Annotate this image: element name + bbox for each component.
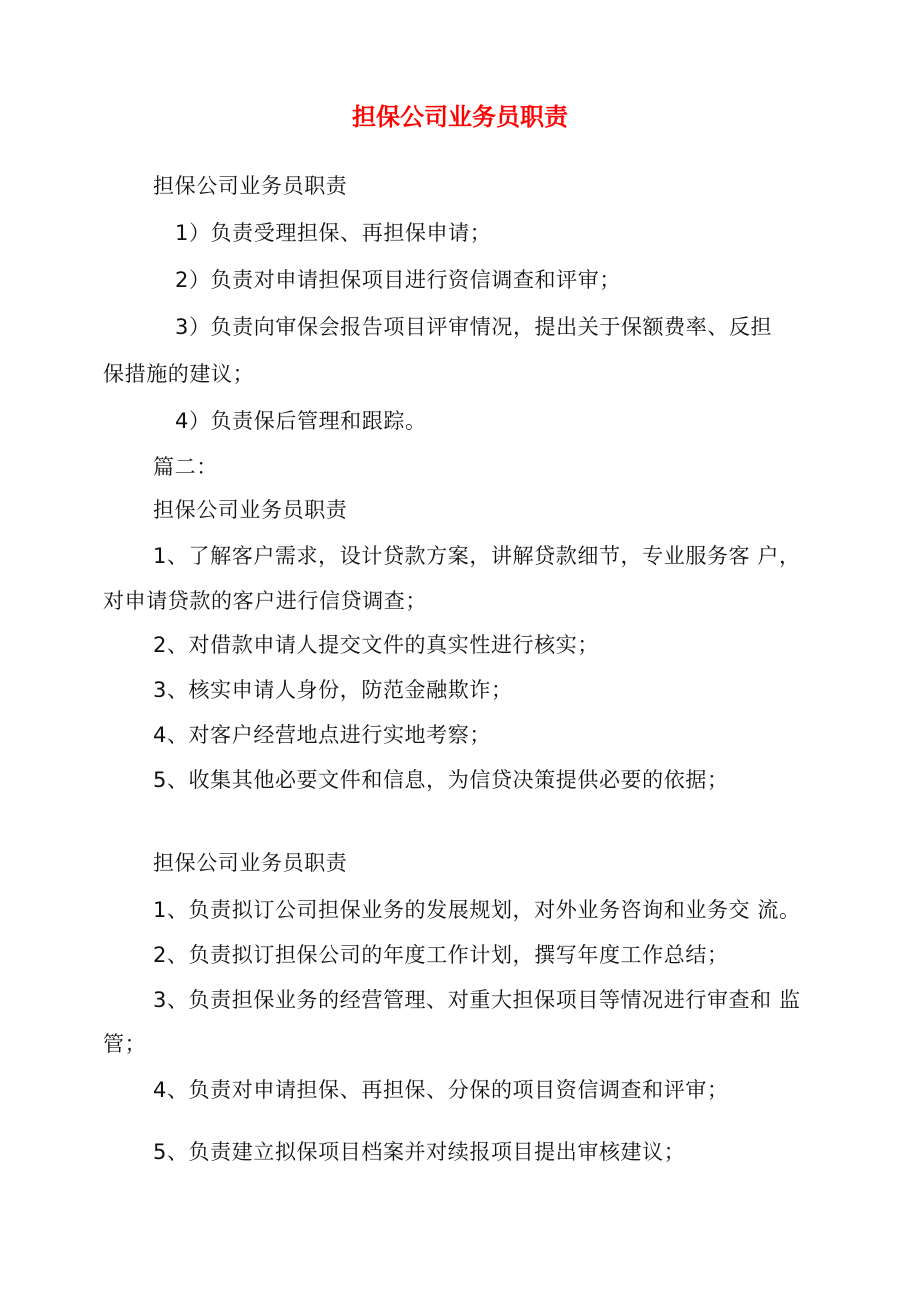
section-heading: 担保公司业务员职责 [153, 851, 348, 875]
list-item: 5、收集其他必要文件和信息，为信贷决策提供必要的依据； [153, 768, 729, 792]
document-title: 担保公司业务员职责 [352, 103, 568, 131]
list-item-continuation: 对申请贷款的客户进行信贷调查； [103, 589, 427, 613]
list-item: 2、负责拟订担保公司的年度工作计划，撰写年度工作总结； [153, 943, 729, 967]
list-item: 3、负责担保业务的经营管理、对重大担保项目等情况进行审查和 监 [153, 988, 801, 1012]
list-item: 3）负责向审保会报告项目评审情况，提出关于保额费率、反担 [175, 315, 773, 339]
list-item: 4、对客户经营地点进行实地考察； [153, 723, 491, 747]
list-item: 5、负责建立拟保项目档案并对续报项目提出审核建议； [153, 1140, 686, 1164]
list-item: 4、负责对申请担保、再担保、分保的项目资信调查和评审； [153, 1078, 729, 1102]
section-heading: 担保公司业务员职责 [153, 174, 348, 198]
list-item-continuation: 管； [103, 1032, 147, 1056]
list-item: 1、了解客户需求，设计贷款方案，讲解贷款细节，专业服务客 户， [153, 544, 801, 568]
list-item: 2）负责对申请担保项目进行资信调查和评审； [175, 268, 621, 292]
list-item: 4）负责保后管理和跟踪。 [175, 409, 427, 433]
section-heading: 担保公司业务员职责 [153, 498, 348, 522]
list-item: 1、负责拟订公司担保业务的发展规划，对外业务咨询和业务交 流。 [153, 898, 801, 922]
part-label: 篇二： [153, 455, 218, 479]
list-item: 1）负责受理担保、再担保申请； [175, 221, 492, 245]
list-item: 3、核实申请人身份，防范金融欺诈； [153, 678, 513, 702]
list-item: 2、对借款申请人提交文件的真实性进行核实； [153, 633, 599, 657]
list-item-continuation: 保措施的建议； [103, 362, 255, 386]
